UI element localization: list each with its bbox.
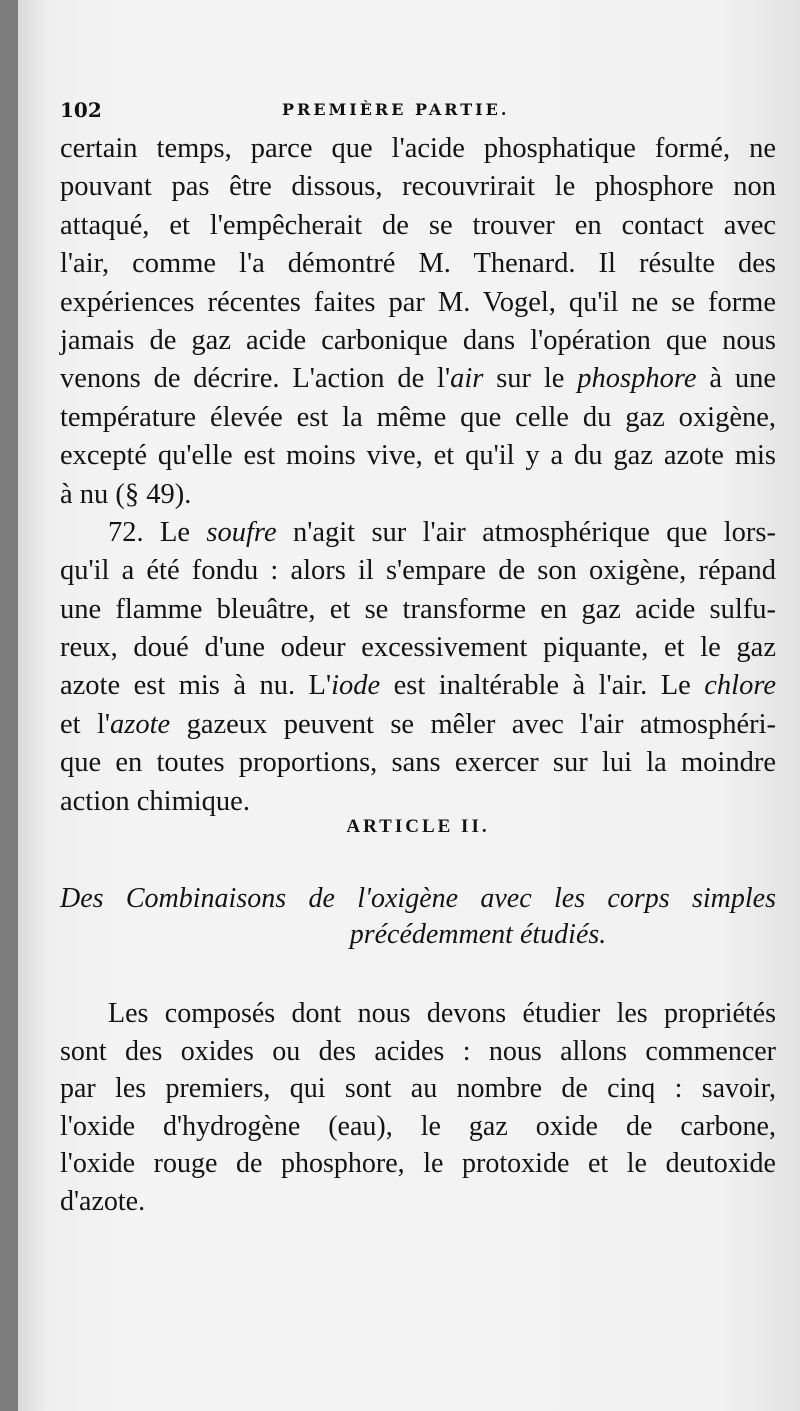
running-title: PREMIÈRE PARTIE.	[282, 100, 510, 119]
italic-term: air	[450, 363, 484, 395]
article-heading: ARTICLE II.	[346, 816, 490, 837]
paragraph	[60, 995, 776, 1220]
text-run: venons de décrire. L'action de l'	[60, 363, 451, 395]
text-line: attaqué, et l'empêcherait de se trouver en contact avec	[60, 209, 776, 241]
text-line: expériences récentes faites par M. Vogel, qu'il ne se forme	[60, 286, 776, 318]
text-line: à nu (§ 49).	[60, 478, 192, 510]
text-line	[60, 706, 776, 744]
subtitle-line: Des Combinaisons de l'oxigène avec les corps simples	[60, 883, 776, 914]
page-number: 102	[60, 98, 102, 122]
text-line: certain temps, parce que l'acide phosphatique formé, ne	[60, 133, 776, 164]
text-line: action chimique.	[60, 785, 250, 817]
text-line: excepté qu'elle est moins vive, et qu'il y a du gaz azote mis	[60, 440, 776, 472]
text-line	[60, 360, 776, 398]
text-run: azote est mis à nu. L'	[60, 670, 332, 702]
subtitle-line: précédemment étudiés.	[349, 919, 607, 950]
italic-term: soufre	[206, 516, 277, 548]
text-line: température élevée est la même que celle du gaz oxigène,	[60, 401, 776, 433]
text-run: et l'	[60, 708, 111, 740]
article-subtitle	[60, 881, 776, 953]
text-run: gazeux peuvent se mêler avec l'air atmosphéri-	[170, 708, 776, 740]
italic-term: chlore	[704, 670, 777, 702]
text-line: l'oxide rouge de phosphore, le protoxide et le deutoxide	[60, 1148, 776, 1179]
body-text	[60, 130, 776, 821]
text-line: d'azote.	[60, 1185, 146, 1217]
text-line: que en toutes proportions, sans exercer sur lui la moindre	[60, 747, 776, 779]
italic-term: azote	[110, 708, 171, 740]
text-line: pouvant pas être dissous, recouvrirait le phosphore non	[60, 171, 776, 203]
text-line: par les premiers, qui sont au nombre de cinq : savoir,	[60, 1073, 776, 1104]
text-line: reux, doué d'une odeur excessivement piquante, et le gaz	[60, 632, 776, 664]
text-line	[60, 667, 776, 705]
text-run: sur le	[483, 363, 578, 395]
text-run: est inaltérable à l'air. Le	[380, 670, 705, 702]
text-line: l'oxide d'hydrogène (eau), le gaz oxide de carbone,	[60, 1110, 776, 1142]
italic-term: phosphore	[577, 363, 697, 395]
text-line: jamais de gaz acide carbonique dans l'opération que nous	[60, 324, 776, 356]
italic-term: iode	[331, 670, 381, 702]
running-header	[60, 98, 780, 128]
text-line: sont des oxides ou des acides : nous allons commencer	[60, 1035, 776, 1067]
text-run: n'agit sur l'air atmosphérique que lors-	[276, 516, 776, 548]
book-page	[18, 0, 800, 1411]
text-run: 72. Le	[108, 516, 207, 548]
text-line	[60, 514, 776, 552]
text-line: l'air, comme l'a démontré M. Thenard. Il résulte des	[60, 248, 776, 280]
text-line: Les composés dont nous devons étudier les propriétés	[108, 998, 776, 1029]
text-line: une flamme bleuâtre, et se transforme en gaz acide sulfu-	[60, 593, 776, 625]
text-run: à une	[696, 363, 776, 395]
text-line: qu'il a été fondu : alors il s'empare de son oxigène, répand	[60, 555, 776, 587]
